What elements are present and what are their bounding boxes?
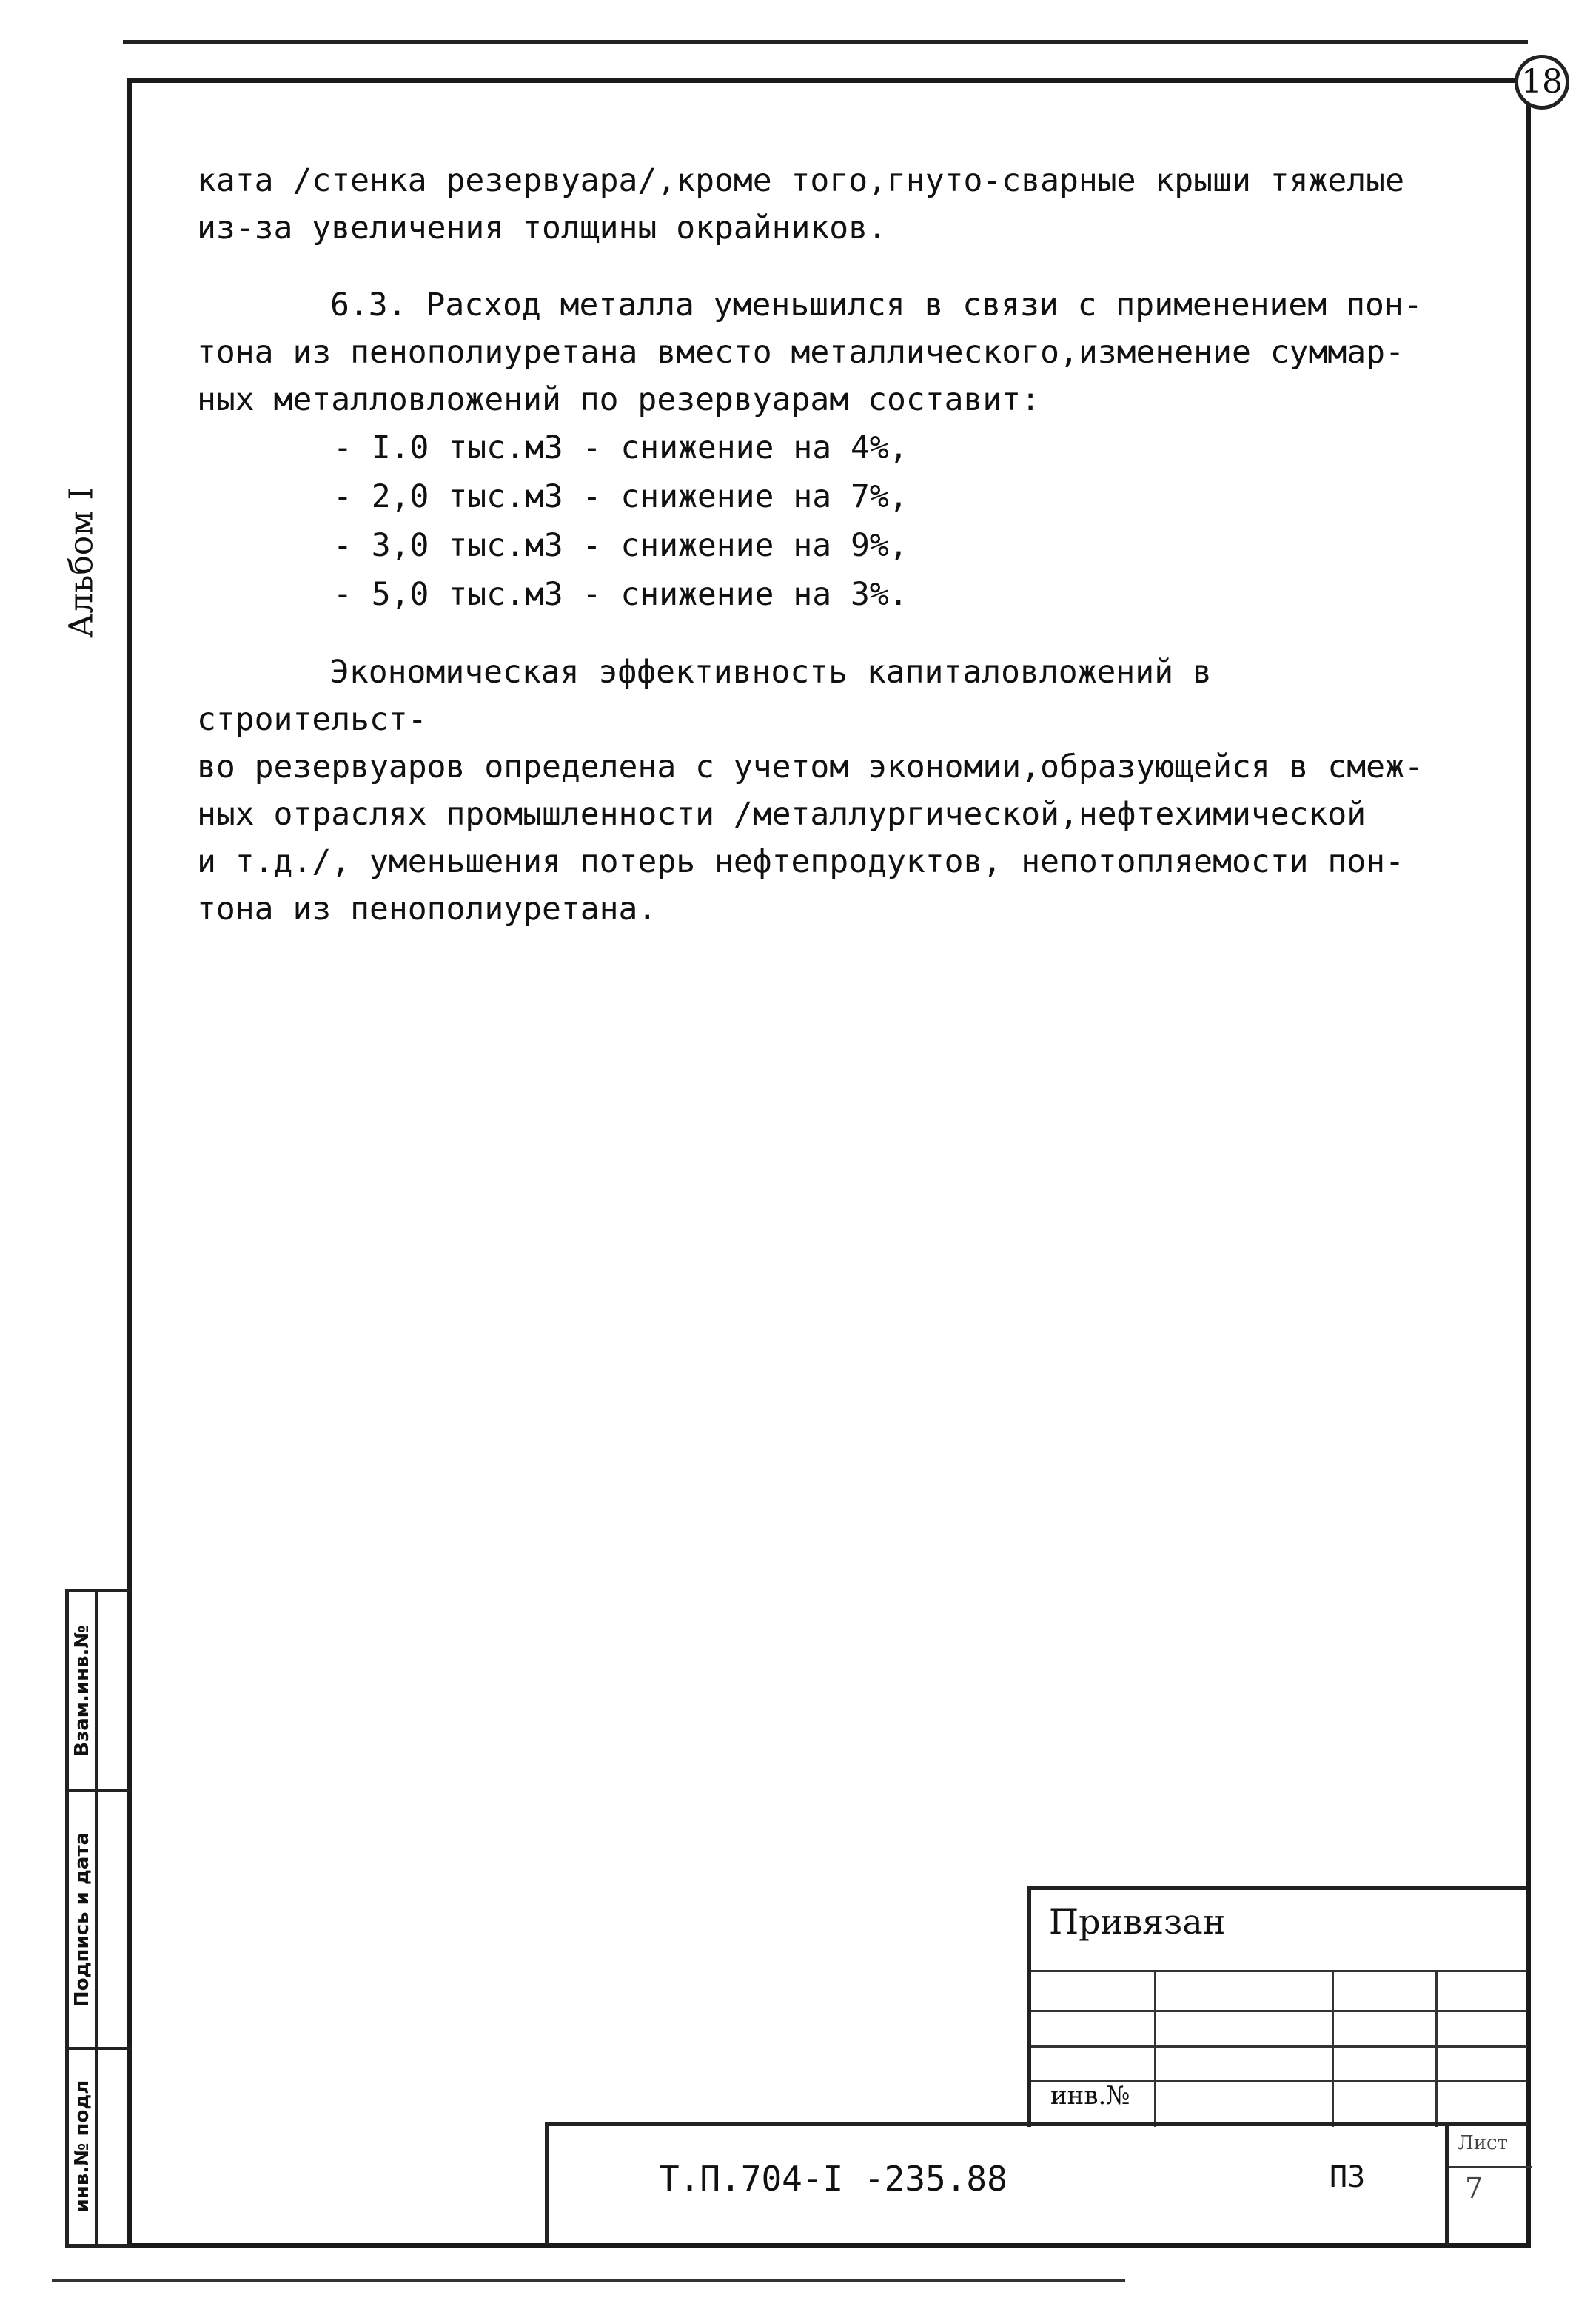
side-cell-signature <box>69 1792 131 2050</box>
list-item: - I.0 тыс.м3 - снижение на 4%, <box>333 429 908 466</box>
text-line: из-за увеличения толщины окрайников. <box>197 210 887 247</box>
binding-title: Привязан <box>1049 1902 1226 1942</box>
list-item: - 3,0 тыс.м3 - снижение на 9%, <box>333 527 908 564</box>
text-line: ката /стенка резервуара/,кроме того,гнуто-сварные крыши тяжелые <box>197 162 1404 199</box>
list-item: - 5,0 тыс.м3 - снижение на 3%. <box>333 576 908 613</box>
signature-date-label: Подпись и дата <box>71 1832 93 2008</box>
sheet-column <box>1445 2126 1532 2245</box>
side-stamp <box>65 1589 131 2248</box>
text-line: во резервуаров определена с учетом экономии,образующейся в смеж- <box>197 748 1424 785</box>
interchange-inv-label: Взам.инв.№ <box>71 1625 93 1757</box>
text-line: и т.д./, уменьшения потерь нефтепродуктов, непотопляемости пон- <box>197 843 1404 880</box>
text-line: тона из пенополиуретана вместо металлического,изменение суммар- <box>197 334 1404 371</box>
side-cell-original <box>69 2050 131 2244</box>
sheet-label: Лист <box>1458 2132 1508 2154</box>
bottom-rule <box>52 2279 1125 2282</box>
document-code: Т.П.704-I -235.88 <box>659 2159 1007 2199</box>
section-6-3-line: 6.3. Расход металла уменьшился в связи с применением пон- <box>330 286 1423 324</box>
inv-number-label: инв.№ <box>1050 2081 1130 2111</box>
side-cell-interchange <box>69 1592 131 1792</box>
document-stage: ПЗ <box>1330 2160 1366 2194</box>
text-line: тона из пенополиуретана. <box>197 891 657 928</box>
document-body <box>197 157 1455 933</box>
sheet-number: 18 <box>1515 55 1569 110</box>
original-inv-label: инв.№ подл <box>71 2080 93 2213</box>
text-line: ных отраслях промышленности /металлургической,нефтехимической <box>197 796 1367 833</box>
title-block <box>545 2122 1528 2245</box>
reduction-list <box>333 423 1455 619</box>
text-line: ных металловложений по резервуарам составит: <box>197 381 1041 418</box>
sheet-value: 7 <box>1465 2172 1483 2205</box>
binding-stamp <box>1027 1886 1527 2127</box>
list-item: - 2,0 тыс.м3 - снижение на 7%, <box>333 478 908 515</box>
efficiency-line: Экономическая эффективность капиталовложений в строительст- <box>197 654 1212 738</box>
album-label: Альбом I <box>62 487 101 638</box>
top-rule <box>123 40 1528 44</box>
